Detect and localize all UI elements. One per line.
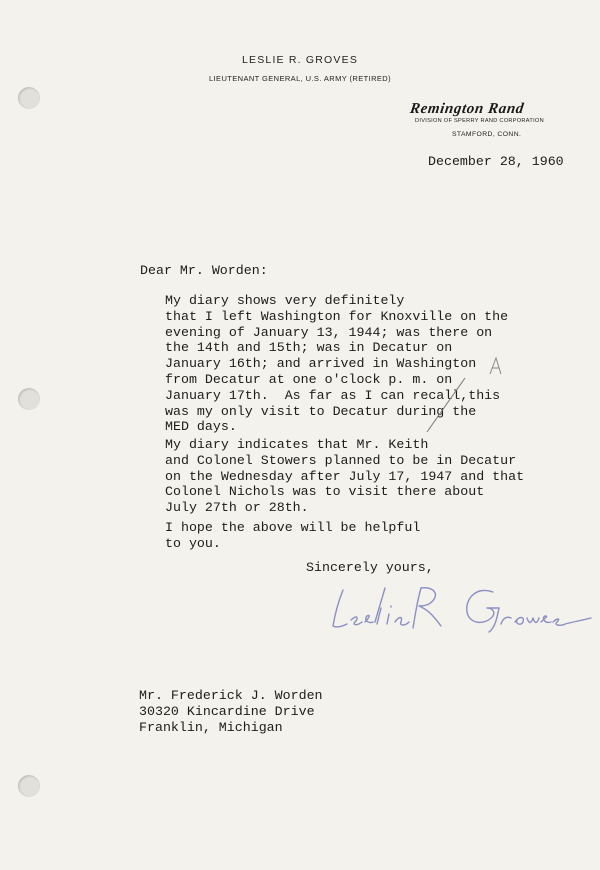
body-paragraph-1: My diary shows very definitely that I left Washington for Knoxville on the evening of January 13, 1944; was there on the 14th and 15th; was in Decatur on January 16th; and arrived in Washington from Decatur at one o'clock p. m. on January 17th. As far as I can recall,this was my only visit to Decatur during the MED days. bbox=[165, 293, 509, 435]
recipient-address: Mr. Frederick J. Worden 30320 Kincardine Drive Franklin, Michigan bbox=[139, 688, 323, 735]
punch-hole-middle bbox=[18, 388, 40, 410]
closing: Sincerely yours, bbox=[306, 560, 434, 575]
body-paragraph-2: My diary indicates that Mr. Keith and Colonel Stowers planned to be in Decatur on the Wednesday after July 17, 1947 and that Colonel Nichols was to visit there about July 27th or 28th. bbox=[165, 437, 525, 516]
company-division: DIVISION OF SPERRY RAND CORPORATION bbox=[415, 118, 544, 124]
letterhead-name: LESLIE R. GROVES bbox=[241, 54, 359, 66]
punch-hole-top bbox=[18, 87, 40, 109]
handwritten-signature bbox=[325, 578, 595, 638]
company-city: STAMFORD, CONN. bbox=[452, 131, 522, 138]
punch-hole-bottom bbox=[18, 775, 40, 797]
letterhead-rank: LIEUTENANT GENERAL, U.S. ARMY (RETIRED) bbox=[208, 74, 392, 83]
letter-date: December 28, 1960 bbox=[428, 154, 564, 169]
body-paragraph-3: I hope the above will be helpful to you. bbox=[165, 520, 421, 551]
salutation: Dear Mr. Worden: bbox=[140, 263, 268, 278]
pencil-annotation bbox=[425, 356, 515, 436]
company-logo: Remington Rand bbox=[408, 101, 526, 117]
